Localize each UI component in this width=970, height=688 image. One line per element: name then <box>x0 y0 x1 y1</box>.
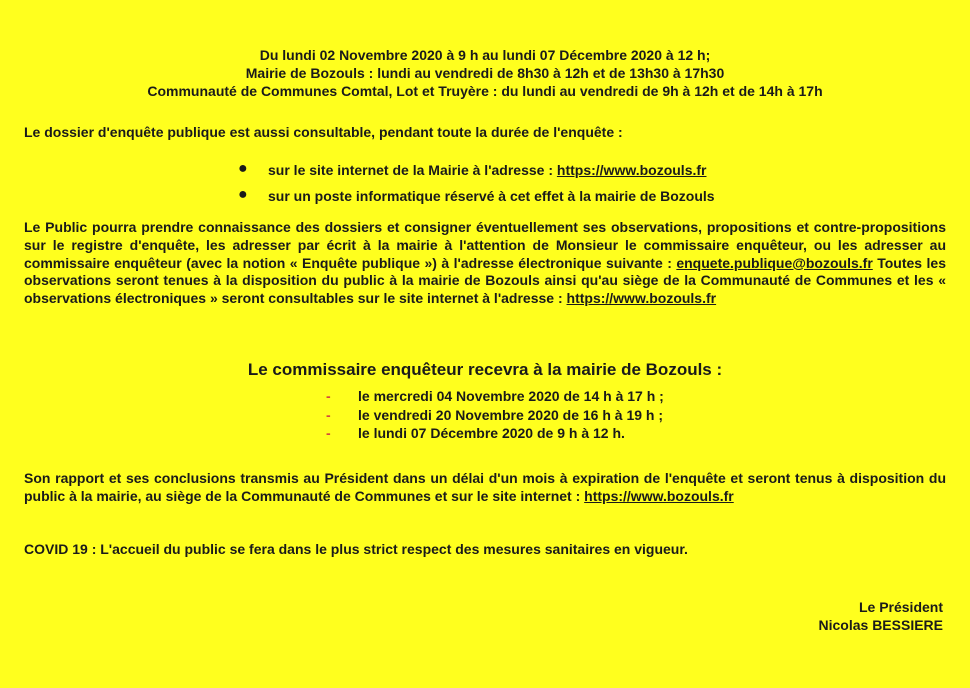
observations-text-2: Toutes les observations seront tenues à la disposition du public à la mairie de Bozouls ainsi qu'au siège de la Communauté de Communes et les « observations électroniques » seront consultables sur le site internet à l'adresse : <box>24 254 947 307</box>
observations-paragraph <box>24 219 946 308</box>
observations-website-link[interactable]: https://www.bozouls.fr <box>566 290 717 307</box>
list-item <box>326 424 632 443</box>
inquiry-period: Du lundi 02 Novembre 2020 à 9 h au lundi 07 Décembre 2020 à 12 h; <box>259 47 711 63</box>
bullet-icon: ● <box>238 186 248 203</box>
opening-hours <box>0 46 970 100</box>
report-text: Son rapport et ses conclusions transmis au Président dans un délai d'un mois à expiration de l'enquête et seront tenus à disposition du public à la mairie, au siège de la Communauté de Communes et sur le site internet : <box>24 470 946 504</box>
report-website-link[interactable]: https://www.bozouls.fr <box>584 487 734 504</box>
permanence-dates <box>326 387 664 443</box>
date-text: le mercredi 04 Novembre 2020 de 14 h à 17 h ; <box>358 388 664 404</box>
signatory-name: Nicolas BESSIERE <box>818 617 943 633</box>
observations-text-1: Le Public pourra prendre connaissance des dossiers et consigner éventuellement ses observations, propositions et contre-propositions sur le registre d'enquête, les adresser par écrit à la mairie à l'attention de Monsieur le commissaire enquêteur, ou les adresser au commissaire enquêteur (avec la notion « Enquête publique ») à l'adresse électronique suivante : <box>24 219 946 271</box>
list-item <box>326 406 664 425</box>
email-link[interactable]: enquete.publique@bozouls.fr <box>676 254 873 271</box>
computer-access-label: sur un poste informatique réservé à cet effet à la mairie de Bozouls <box>268 188 715 204</box>
website-link[interactable]: https://www.bozouls.fr <box>556 162 707 178</box>
permanences-heading: Le commissaire enquêteur recevra à la mairie de Bozouls : <box>247 360 723 379</box>
dash-icon: - <box>326 388 331 404</box>
report-paragraph <box>24 470 946 506</box>
mairie-hours: Mairie de Bozouls : lundi au vendredi de 8h30 à 12h et de 13h30 à 17h30 <box>245 65 725 81</box>
website-label: sur le site internet de la Mairie à l'adresse : <box>268 162 557 178</box>
communaute-hours: Communauté de Communes Comtal, Lot et Truyère : du lundi au vendredi de 9h à 12h et de 14h à 17h <box>147 83 823 99</box>
dash-icon: - <box>326 406 331 423</box>
signatory-title: Le Président <box>858 599 943 615</box>
date-text: le vendredi 20 Novembre 2020 de 16 h à 19 h ; <box>358 406 664 423</box>
covid-notice: COVID 19 : L'accueil du public se fera dans le plus strict respect des mesures sanitaires en vigueur. <box>24 541 688 557</box>
date-text: le lundi 07 Décembre 2020 de 9 h à 12 h. <box>358 425 625 441</box>
list-item <box>326 387 664 406</box>
signature <box>819 598 944 634</box>
consultation-intro: Le dossier d'enquête publique est aussi consultable, pendant toute la durée de l'enquête : <box>24 124 623 140</box>
bullet-icon: ● <box>238 160 248 177</box>
dash-icon: - <box>326 425 331 441</box>
